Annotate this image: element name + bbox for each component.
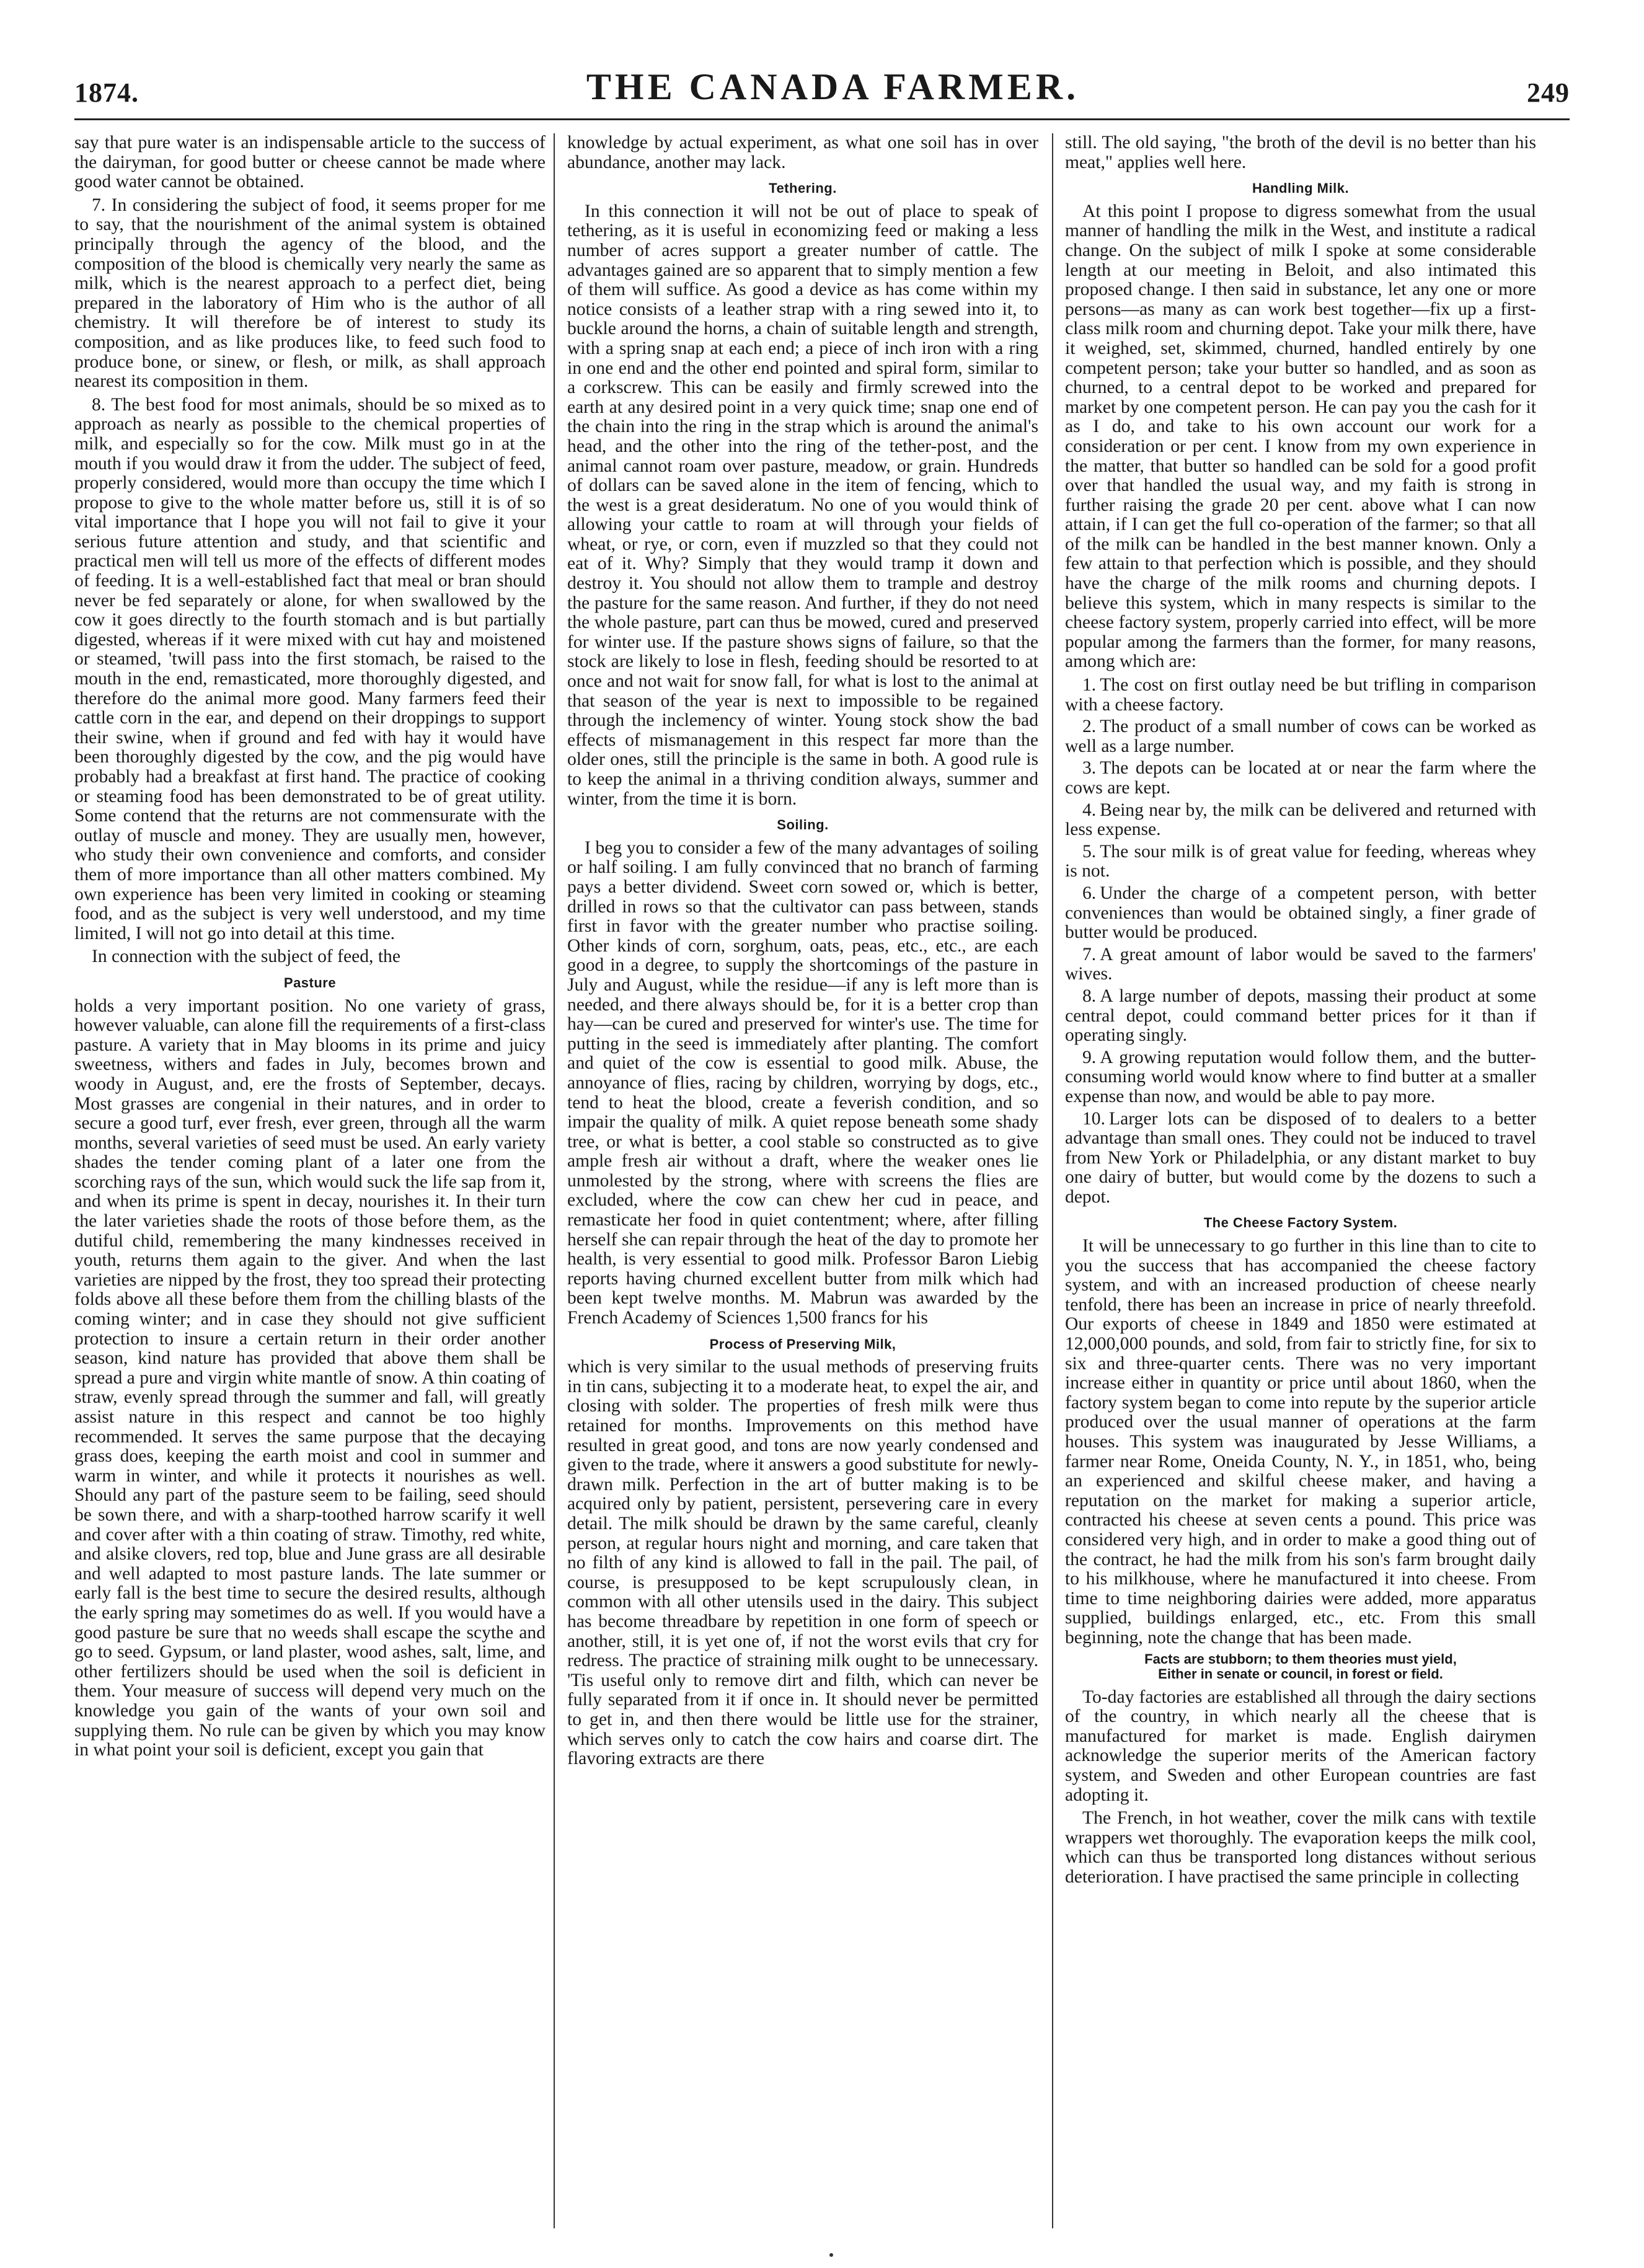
list-item: 4. Being near by, the milk can be delivered and returned with less expense. — [1065, 800, 1536, 840]
paragraph: I beg you to consider a few of the many advantages of soiling or half soiling. I am fully convinced that no branch of farming pays a better dividend. Sweet corn sowed or, which is better, drilled in rows so that the cultivator can pass between, stands first in favor with the greater number who practise soiling. Other kinds of corn, sorghum, oats, peas, etc., etc., are each good in a degree, to supply the shortcomings of the pasture in July and August, while the residue—if any is left more than is needed, and there always should be, for it is a better crop than hay—can be cured and preserved for winter's use. The time for putting in the seed is immediately after planting. The comfort and quiet of the cow is essential to good milk. Abuse, the annoyance of flies, racing by children, worrying by dogs, etc., tend to heat the blood, create a feverish condition, and so impair the quality of milk. A quiet repose beneath some shady tree, or what is better, a cool stable so constructed as to give ample fresh air without a draft, where the weaker ones lie unmolested by the strong, where with screens the flies are excluded, where the cow can chew her cud in peace, and remasticate her food in quiet contentment; where, after filling herself she can repair through the heat of the day to promote her health, is very essential to good milk. Professor Baron Liebig reports having churned excellent butter from milk which had been kept twelve months. M. Mabrun was awarded by the French Academy of Sciences 1,500 francs for his — [567, 837, 1038, 1328]
list-item: 1. The cost on first outlay need be but trifling in comparison with a cheese factory. — [1065, 675, 1536, 715]
paragraph: In connection with the subject of feed, the — [92, 946, 400, 967]
paragraph: which is very similar to the usual methods of preserving fruits in tin cans, subjecting it to a moderate heat, to expel the air, and closing with solder. The properties of fresh milk were thus retained for months. Improvements on this method have resulted in great good, and tons are now yearly condensed and given to the trade, where it answers a good substitute for newly-drawn milk. Perfection in the art of butter making is to be acquired only by patient, persistent, persevering care in every detail. The milk should be drawn by the same careful, cleanly person, at regular hours night and morning, and care taken that no filth of any kind is allowed to fall in the pail. The pail, of course, is presupposed to be kept scrupulously clean, in common with all other utensils used in the dairy. This subject has become threadbare by repetition in one form of speech or another, still, it is yet one of, if not the worst evils that cry for redress. The practice of straining milk ought to be unnecessary. 'Tis useful only to remove dirt and filth, which can never be fully separated from it if once in. It should never be permitted to get in, and then there would be little use for the strainer, which serves only to catch the cow hairs and coarse dirt. The flavoring extracts are there — [567, 1357, 1038, 1769]
numbered-list — [1065, 676, 1536, 1207]
verse-line: Either in senate or council, in forest or field. — [1158, 1666, 1443, 1682]
paragraph: still. The old saying, "the broth of the devil is no better than his meat," applies well here. — [1065, 133, 1536, 172]
section-heading-tethering: Tethering. — [769, 180, 837, 196]
section-heading-handling-milk: Handling Milk. — [1252, 180, 1350, 196]
page-mark — [829, 2253, 833, 2257]
column-2 — [567, 133, 1038, 2241]
paragraph: To-day factories are established all through the dairy sections of the country, in which nearly all the cheese that is manufactured for market is made. English dairymen acknowledge the superior merits of the American factory system, and Sweden and other European countries are fast adopting it. — [1065, 1687, 1536, 1805]
paragraph: In this connection it will not be out of place to speak of tethering, as it is useful in economizing feed or making a less number of acres support a greater number of cattle. The advantages gained are so apparent that to simply mention a few of them will suffice. As good a device as has come within my notice consists of a leather strap with a ring sewed into it, to buckle around the horns, a chain of suitable length and strength, with a spring snap at each end; a piece of inch iron with a ring in one end and the other end pointed and spiral form, similar to a corkscrew. This can be easily and firmly screwed into the earth at any desired point in a very quick time; snap one end of the chain into the ring in the strap which is around the animal's head, and the other into the ring of the tether-post, and the animal cannot roam over pasture, meadow, or grain. Hundreds of dollars can be saved alone in the item of fencing, which to the west is a great desideratum. No one of you would think of allowing your cattle to roam at will through your fields of wheat, or rye, or corn, even if muzzled so that they could not eat of it. Why? Simply that they would tramp it down and destroy it. You should not allow them to trample and destroy the pasture for the same reason. And further, if they do not need the whole pasture, part can thus be mowed, cured and preserved for winter use. If the pasture shows signs of failure, so that the stock are likely to lose in flesh, feeding should be resorted to at once and not wait for snow fall, for what is lost to the animal at that season of the year is next to impossible to be regained through the inclemency of winter. Young stock show the bad effects of mismanagement in this respect far more than the older ones, still the principle is the same in both. A good rule is to keep the animal in a thriving condition always, summer and winter, from the time it is born. — [567, 201, 1038, 809]
list-item: 6. Under the charge of a competent person, with better conveniences than would be obtained singly, a finer grade of butter would be produced. — [1065, 883, 1536, 943]
column-1 — [74, 133, 546, 2241]
paragraph: It will be unnecessary to go further in this line than to cite to you the success that has accompanied the cheese factory system, and with an increased production of cheese nearly tenfold, there has been an increase in price of nearly threefold. Our exports of cheese in 1849 and 1850 were estimated at 12,000,000 pounds, and sold, from fair to strictly fine, for six to six and three-quarter cents. There was no very important increase either in quantity or price until about 1860, when the factory system began to come into repute by the superior article produced over the usual manner of operations at the farm houses. This system was inaugurated by Jesse Williams, a farmer near Rome, Oneida County, N. Y., in 1851, who, being an experienced and skilful cheese maker, and having a reputation on the market for making a superior article, contracted his cheese at seven cents a pound. This price was considered very high, and in order to make a good thing out of the contract, he had the milk from his son's farm brought daily to his milkhouse, where he manufactured it into cheese. From time to time neighboring dairies were added, more apparatus supplied, buildings enlarged, etc., etc. From this small beginning, note the change that has been made. — [1065, 1236, 1536, 1648]
masthead-title: THE CANADA FARMER. — [586, 66, 1080, 107]
section-heading-pasture: Pasture — [283, 974, 337, 991]
section-heading-cheese-factory: The Cheese Factory System. — [1203, 1215, 1398, 1231]
list-item: 9. A growing reputation would follow them, and the butter-consuming world would know where to find butter at a smaller expense than now, and would be able to pay more. — [1065, 1047, 1536, 1106]
page-header — [74, 34, 1570, 120]
paragraph: say that pure water is an indispensable article to the success of the dairyman, for good butter or cheese cannot be made where good water cannot be obtained. — [74, 133, 546, 192]
page-number: 249 — [1527, 77, 1570, 108]
section-heading-soiling: Soiling. — [777, 817, 829, 833]
list-item: 2. The product of a small number of cows can be worked as well as a large number. — [1065, 717, 1536, 756]
paragraph: The French, in hot weather, cover the milk cans with textile wrappers wet thoroughly. The evaporation keeps the milk cool, which can thus be transported long distances without serious deterioration. I have practised the same principle in collecting — [1065, 1808, 1536, 1887]
column-3 — [1065, 133, 1536, 2241]
list-item: 8. A large number of depots, massing their product at some central depot, could command better prices for it than if operating singly. — [1065, 986, 1536, 1046]
verse-quote — [1065, 1652, 1536, 1682]
list-item: 3. The depots can be located at or near the farm where the cows are kept. — [1065, 758, 1536, 798]
paragraph: At this point I propose to digress somewhat from the usual manner of handling the milk in the West, and institute a radical change. On the subject of milk I spoke at some considerable length at our meeting in Beloit, and also intimated this proposed change. I then said in substance, let any one or more persons—as many as can work best together—fix up a first-class milk room and churning depot. Take your milk there, have it weighed, set, skimmed, churned, handled entirely by one competent person; take your butter so handled, and as soon as churned, to a central depot to be worked and prepared for market by one competent person. He can pay you the cash for it as I do, and take to his own account our work for a consideration or per cent. I know from my own experience in the matter, that butter so handled can be sold for a good profit over that handled the usual way, and my faith is strong in further raising the grade 20 per cent. above what I can now attain, if I can get the full co-operation of the farmer; so that all of the milk can be handled in the best manner known. Only a few attain to that perfection which is possible, and they should have the charge of the milk rooms and churning depots. I believe this system, which in many respects is similar to the cheese factory system, properly carried into effect, will be more popular among the farmers than the former, for many reasons, among which are: — [1065, 201, 1536, 672]
issue-year: 1874. — [74, 77, 139, 108]
paragraph: knowledge by actual experiment, as what one soil has in over abundance, another may lack. — [567, 133, 1038, 172]
list-item: 7. A great amount of labor would be saved to the farmers' wives. — [1065, 944, 1536, 984]
column-divider — [1052, 133, 1053, 2228]
paragraph: 7. In considering the subject of food, it seems proper for me to say, that the nourishment of the animal system is obtained principally through the agency of the blood, and the composition of the blood is chemically very nearly the same as milk, which is the nearest approach to a perfect diet, being prepared in the laboratory of Him who is the author of all chemistry. It will therefore be of interest to study its composition, and as like produces like, to feed such food to produce bone, or sinew, or flesh, or milk, as shall approach nearest its composition in them. — [74, 195, 546, 392]
list-item: 10. Larger lots can be disposed of to dealers to a better advantage than small ones. They could not be induced to travel from New York or Philadelphia, or any distant market to buy one dairy of butter, but would come by the dozens to such a depot. — [1065, 1108, 1536, 1207]
paragraph: 8. The best food for most animals, should be so mixed as to approach as nearly as possible to the chemical properties of milk, and especially so for the cow. Milk must go in at the mouth if you would draw it from the udder. The subject of feed, properly considered, would more than occupy the time which I propose to give to the whole matter before us, still it is of so vital importance that I hope you will not fail to give it your serious future attention and study, and that scientific and practical men will tell us more of the effects of different modes of feeding. It is a well-established fact that meal or bran should never be fed separately or alone, for when swallowed by the cow it goes directly to the fourth stomach and is but partially digested, whereas if it were mixed with cut hay and moistened or steamed, 'twill pass into the first stomach, be raised to the mouth in the end, remasticated, more thoroughly digested, and therefore do the animal more good. Many farmers feed their cattle corn in the ear, and depend on their droppings to support their swine, when if ground and fed with hay it would have been thoroughly digested by the cow, and the pig would have probably had a breakfast at first hand. The practice of cooking or steaming food has been demonstrated to be of great utility. Some contend that the returns are not commensurate with the outlay of muscle and money. They are usually men, however, who study their own convenience and comforts, and consider them of more importance than all other matters combined. My own experience has been very limited in cooking or steaming food, and as the subject is very well understood, and my time limited, I will not go into detail at this time. — [74, 394, 546, 943]
section-heading-preserving-milk: Process of Preserving Milk, — [709, 1336, 896, 1352]
paragraph: holds a very important position. No one variety of grass, however valuable, can alone fill the requirements of a first-class pasture. A variety that in May blooms in its prime and juicy sweetness, withers and fades in July, becomes brown and woody in August, and, ere the frosts of September, decays. Most grasses are congenial in their natures, and in order to secure a good turf, ever fresh, ever green, through all the warm months, several varieties of seed must be used. An early variety shades the tender coming plant of a later one from the scorching rays of the sun, which would suck the life sap from it, and when its prime is spent in decay, nourishes it. In their turn the later varieties shade the roots of those before them, as the dutiful child, remembering the many kindnesses received in youth, returns them again to the giver. And when the last varieties are nipped by the frost, they too spread their protecting folds above all these before them from the chilling blasts of the coming winter; and in case they should not give sufficient protection to insure a certain return in their order another season, kind nature has provided that above them shall be spread a pure and virgin white mantle of snow. A thin coating of straw, evenly spread through the summer and fall, will greatly assist nature in this respect and cannot be too highly recommended. It serves the same purpose that the decaying grass does, keeping the earth moist and cool in summer and warm in winter, and while it protects it nourishes as well. Should any part of the pasture seem to be failing, seed should be sown there, and with a sharp-toothed harrow scarify it well and cover after with a thin coating of straw. Timothy, red white, and alsike clovers, red top, blue and June grass are all desirable and well adapted to most pasture lands. The late summer or early fall is the best time to secure the desired results, although the early spring may sometimes do as well. If you would have a good pasture be sure that no weeds shall escape the scythe and go to seed. Gypsum, or land plaster, wood ashes, salt, lime, and other fertilizers should be used when the soil is deficient in them. Your measure of success will depend very much on the knowledge you gain of the wants of your own soil and supplying them. No rule can be given by which you may know in what point your soil is deficient, except you gain that — [74, 995, 546, 1760]
list-item: 5. The sour milk is of great value for feeding, whereas whey is not. — [1065, 841, 1536, 881]
verse-line: Facts are stubborn; to them theories must yield, — [1144, 1651, 1457, 1667]
column-divider — [554, 133, 555, 2228]
